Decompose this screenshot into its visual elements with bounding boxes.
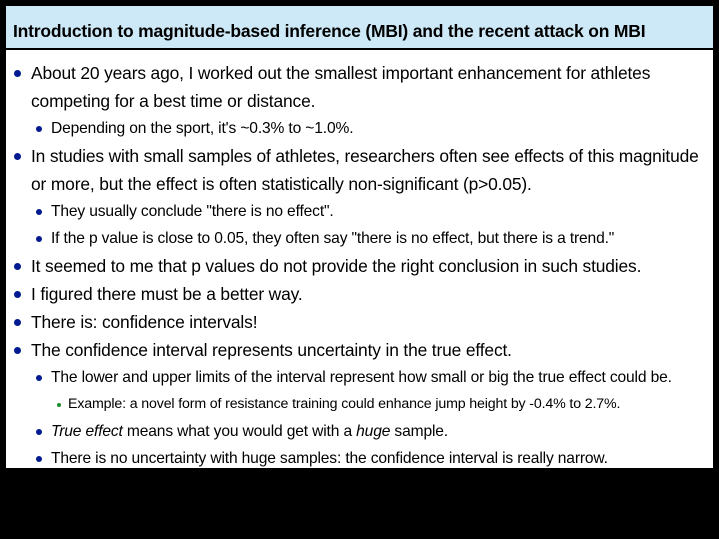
bullet-text: If the p value is close to 0.05, they often say "there is no effect, but there is a trend." [51, 230, 615, 247]
bullet-dot-icon [57, 403, 61, 407]
bullet-item [6, 336, 713, 364]
bullet-dot-icon [14, 347, 21, 354]
emphasis-text: True effect [51, 423, 123, 440]
bullet-list [6, 59, 713, 472]
bullet-text [51, 418, 713, 445]
text-span: means what you would get with a [122, 423, 357, 440]
bullet-dot-icon [14, 319, 21, 326]
bullet-item [6, 252, 713, 280]
bullet-text: I figured there must be a better way. [31, 284, 303, 304]
bullet-dot-icon [14, 263, 21, 270]
bullet-text: There is: confidence intervals! [31, 312, 258, 332]
bullet-text: Depending on the sport, it's ~0.3% to ~1.0%. [51, 120, 354, 137]
sub-bullet-item [6, 445, 713, 472]
emphasis-text: huge [356, 423, 391, 440]
bullet-item [6, 308, 713, 336]
sub-bullet-item [6, 364, 713, 391]
bullet-text: In studies with small samples of athletes, researchers often see effects of this magnitude [31, 146, 699, 166]
bullet-dot-icon [14, 291, 21, 298]
bullet-item [6, 59, 713, 115]
sub-sub-bullet-item [6, 391, 713, 418]
bullet-text: It seemed to me that p values do not provide the right conclusion in such studies. [31, 256, 642, 276]
bullet-text: Example: a novel form of resistance training could enhance jump height by -0.4% to 2.7%. [68, 396, 621, 412]
bullet-text: There is no uncertainty with huge samples: the confidence interval is really narrow. [51, 450, 608, 467]
slide [6, 6, 713, 468]
bullet-text: The lower and upper limits of the interval represent how small or big the true effect could be. [51, 369, 672, 386]
bullet-dot-icon [14, 70, 21, 77]
bullet-text: competing for a best time or distance. [31, 91, 316, 111]
bullet-dot-icon [14, 153, 21, 160]
bullet-dot-icon [36, 429, 42, 435]
bullet-item [6, 280, 713, 308]
sub-bullet-item [6, 198, 713, 225]
title-bar [6, 6, 713, 50]
sub-bullet-item [6, 225, 713, 252]
bullet-dot-icon [36, 126, 42, 132]
bullet-text: The confidence interval represents uncertainty in the true effect. [31, 340, 512, 360]
bullet-text: They usually conclude "there is no effect". [51, 203, 334, 220]
bullet-item [6, 142, 713, 198]
bullet-dot-icon [36, 375, 42, 381]
bullet-text: About 20 years ago, I worked out the smallest important enhancement for athletes [31, 63, 651, 83]
sub-bullet-item [6, 418, 713, 445]
text-span: sample. [390, 423, 448, 440]
bullet-dot-icon [36, 236, 42, 242]
bullet-dot-icon [36, 209, 42, 215]
bullet-text: or more, but the effect is often statistically non-significant (p>0.05). [31, 174, 532, 194]
slide-title: Introduction to magnitude-based inference (MBI) and the recent attack on MBI [13, 21, 646, 41]
sub-bullet-item [6, 115, 713, 142]
bullet-dot-icon [36, 456, 42, 462]
